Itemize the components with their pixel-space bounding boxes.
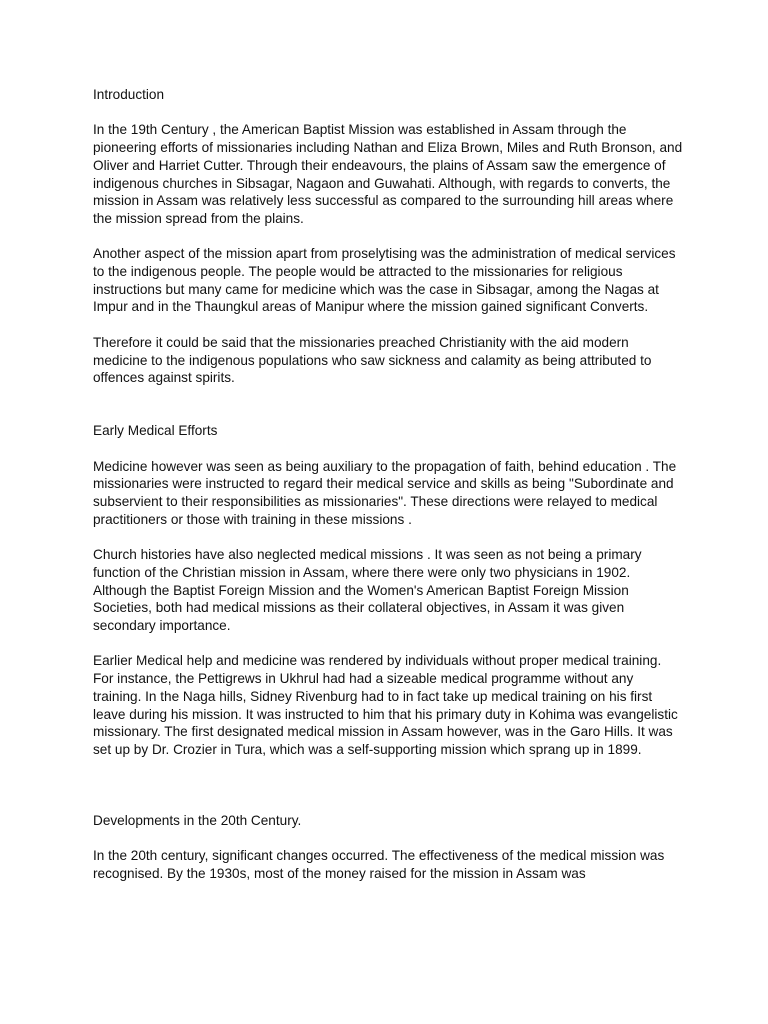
section-heading-introduction: Introduction [93, 87, 165, 102]
paragraph: In the 20th century, significant changes occurred. The effectiveness of the medical mission was recognised. By the 1930s, most of the money raised for the mission in Assam was [93, 848, 665, 881]
paragraph: Therefore it could be said that the missionaries preached Christianity with the aid modern medicine to the indigenous populations who saw sickness and calamity as being attributed to offences against spirits. [93, 334, 652, 386]
paragraph: Earlier Medical help and medicine was rendered by individuals without proper medical training. For instance, the Pettigrews in Ukhrul had had a sizeable medical programme without any training. In the Naga hills, Sidney Rivenburg had to in fact take up medical training on his first leave during his mission. It was instructed to him that his primary duty in Kohima was evangelistic missionary. The first designated medical mission in Assam however, was in the Garo Hills. It was set up by Dr. Crozier in Tura, which was a self-supporting mission which sprang up in 1899. [93, 653, 678, 757]
paragraph: Medicine however was seen as being auxiliary to the propagation of faith, behind education . The missionaries were instructed to regard their medical service and skills as being "Subordinate and subservient to their responsibilities as missionaries". These directions were relayed to medical practitioners or those with training in these missions . [93, 458, 677, 527]
section-heading-developments-20th-century: Developments in the 20th Century. [93, 812, 302, 828]
paragraph: Another aspect of the mission apart from proselytising was the administration of medical services to the indigenous people. The people would be attracted to the missionaries for religious instructions but many came for medicine which was the case in Sibsagar, among the Nagas at Impur and in the Thaungkul areas of Manipur where the mission gained significant Converts. [93, 246, 676, 315]
section-heading-early-medical-efforts: Early Medical Efforts [93, 423, 218, 439]
document-body [93, 86, 683, 883]
paragraph: Church histories have also neglected medical missions . It was seen as not being a primary function of the Christian mission in Assam, where there were only two physicians in 1902. Although the Baptist Foreign Mission and the Women's American Baptist Foreign Mission Societies, both had medical missions as their collateral objectives, in Assam it was given secondary importance. [93, 547, 642, 633]
paragraph: In the 19th Century , the American Baptist Mission was established in Assam through the pioneering efforts of missionaries including Nathan and Eliza Brown, Miles and Ruth Bronson, and Oliver and Harriet Cutter. Through their endeavours, the plains of Assam saw the emergence of indigenous churches in Sibsagar, Nagaon and Guwahati. Although, with regards to converts, the mission in Assam was relatively less successful as compared to the surrounding hill areas where the mission spread from the plains. [93, 122, 683, 226]
